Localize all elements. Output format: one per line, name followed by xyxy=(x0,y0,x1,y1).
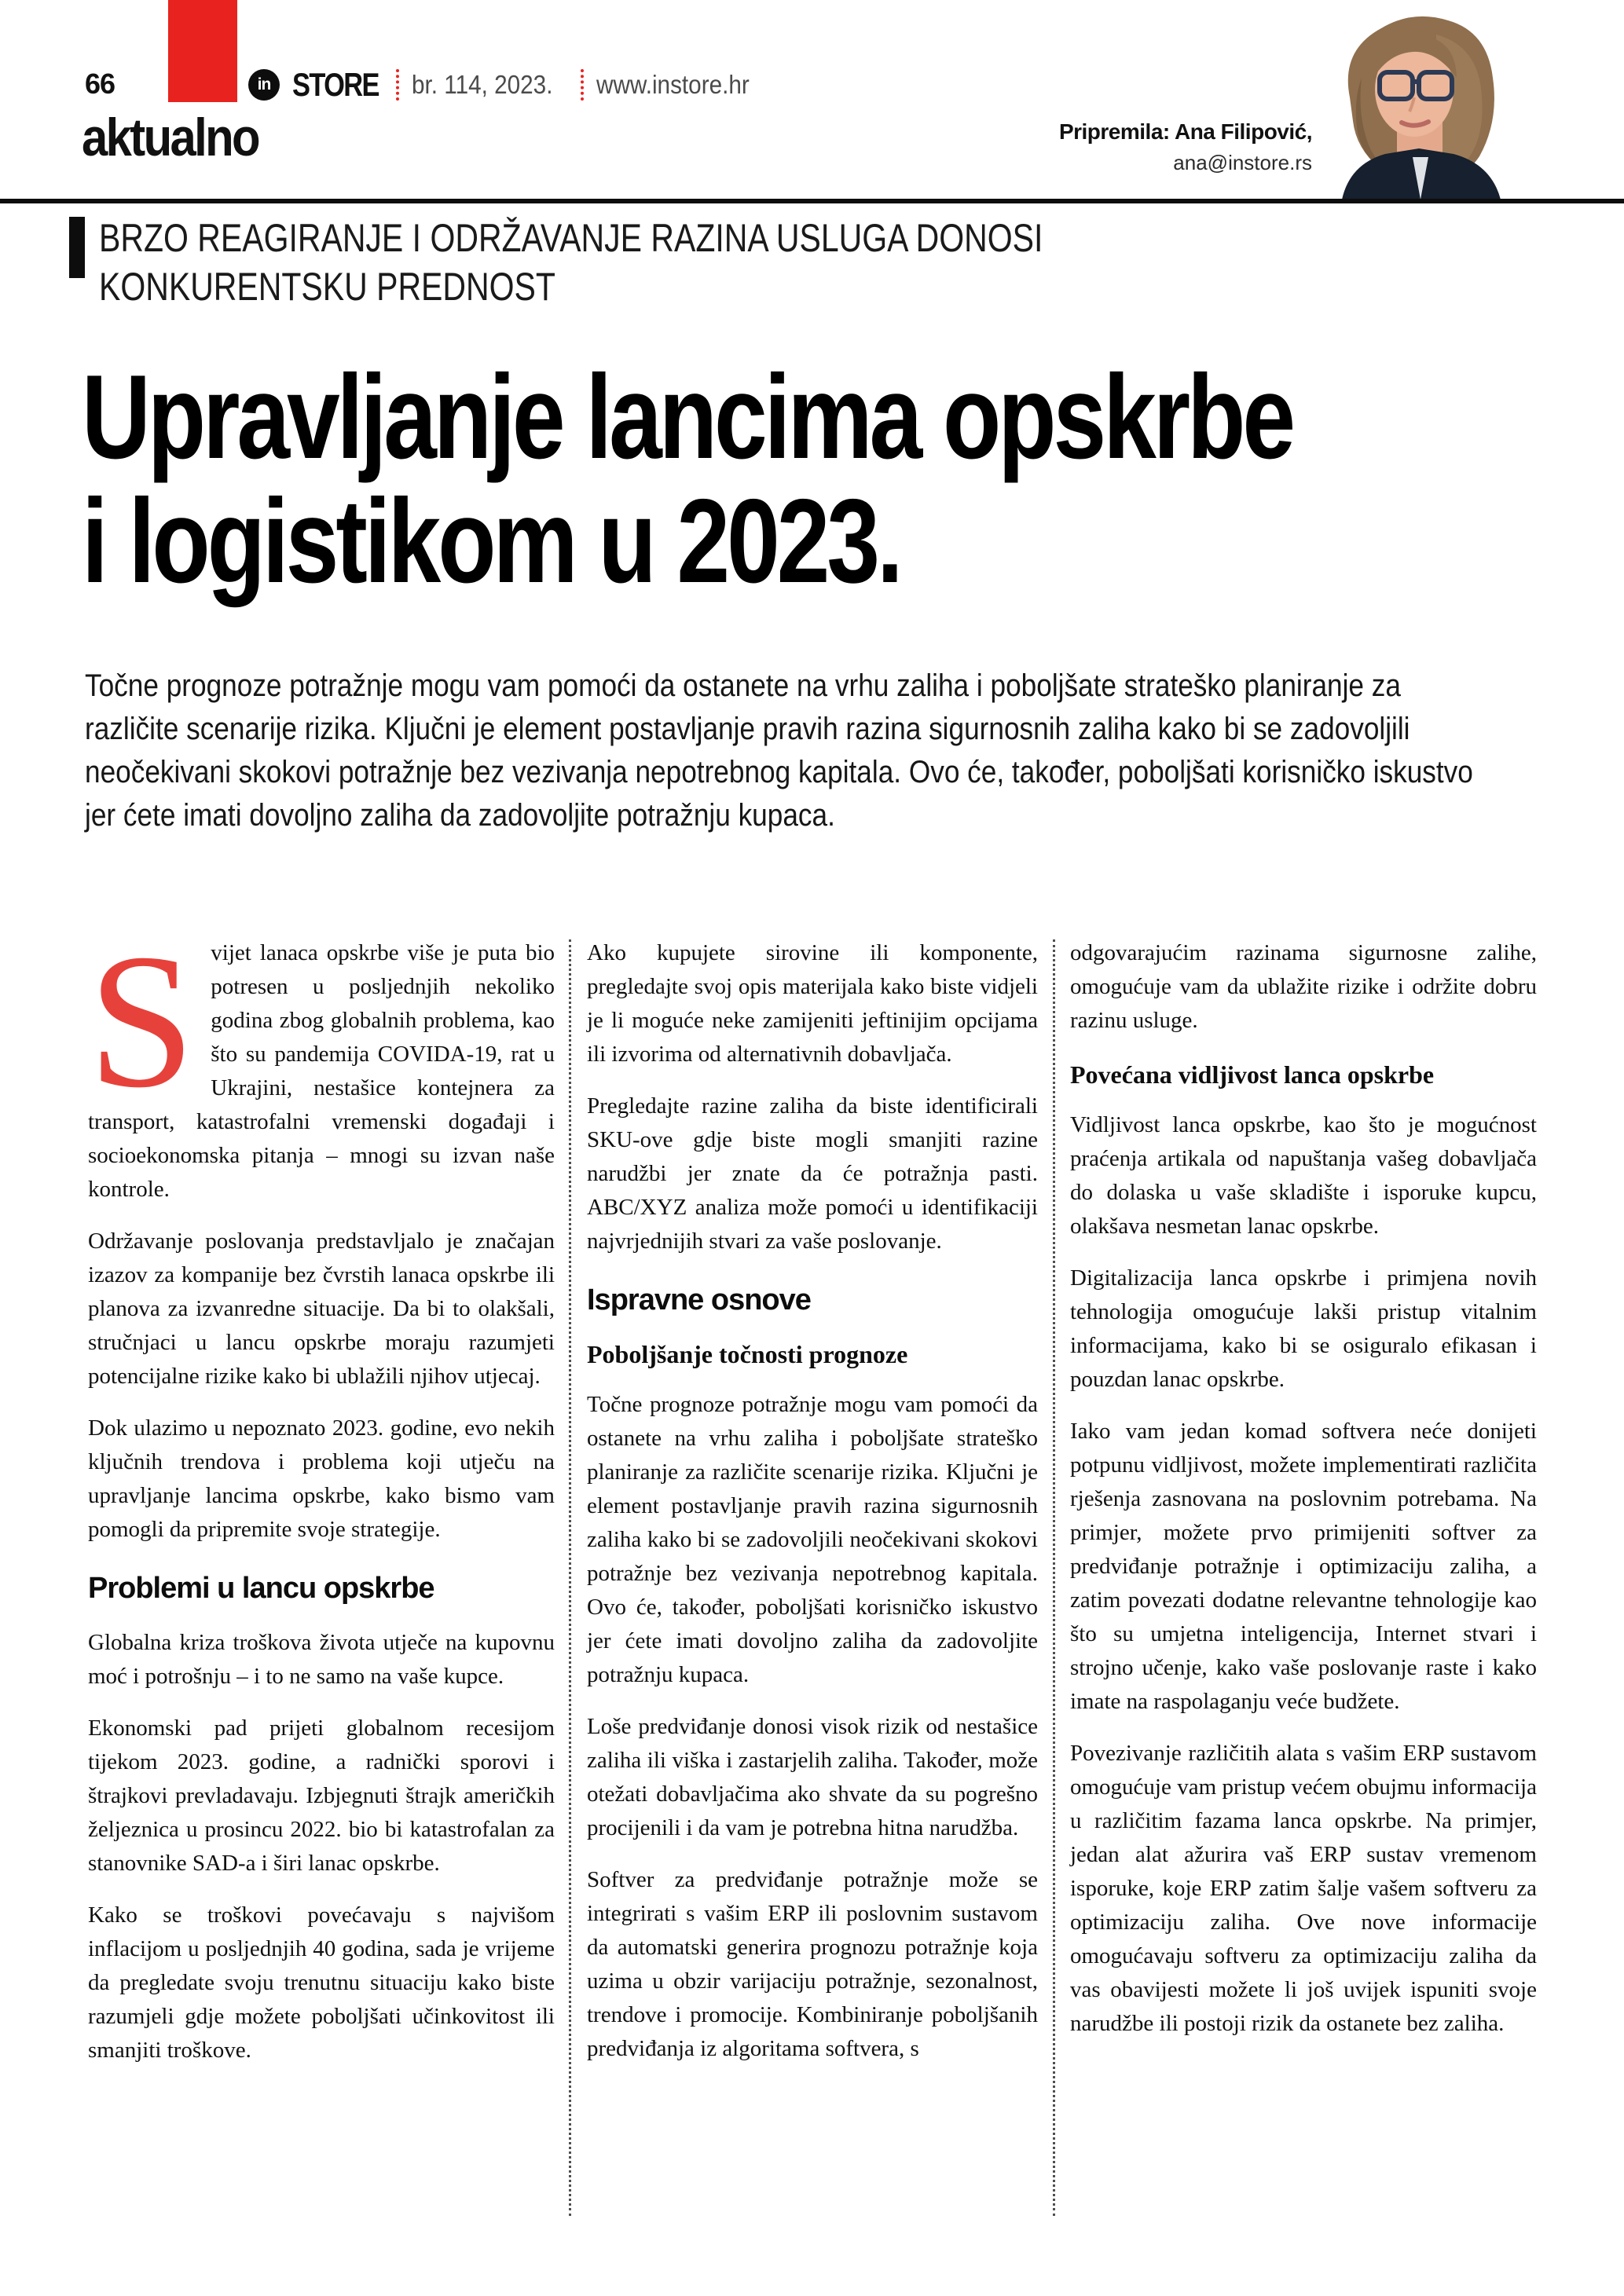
body-column-3 xyxy=(1070,936,1537,2059)
kicker xyxy=(99,214,1194,311)
header-rule xyxy=(0,199,1624,203)
paragraph: odgovarajućim razinama sigurnosne zalihe, omogućuje vam da ublažite rizike i održite dobru razinu usluge. xyxy=(1070,940,1537,1033)
drop-cap: S xyxy=(88,914,196,1127)
issue-number: br. 114, 2023. xyxy=(411,70,553,99)
brand-red-block xyxy=(168,0,237,102)
column-divider-icon xyxy=(1053,939,1055,2216)
author-photo xyxy=(1318,3,1524,200)
masthead xyxy=(248,66,767,104)
paragraph: Softver za predviđanje potražnje može se integrirati s vašim ERP ili poslovnim sustavom da automatski generira prognozu potražnje koja uzima u obzir varijaciju potražnje, sezonalnost, trendove i promocije. Kombiniranje poboljšanih predviđanja iz algoritama softvera, s xyxy=(587,1866,1038,2061)
paragraph: Dok ulazimo u nepoznato 2023. godine, evo nekih ključnih trendova i problema koji utječu na upravljanje lancima opskrbe, kako bismo vam pomogli da pripremite svoje strategije. xyxy=(88,1415,555,1542)
paragraph: Digitalizacija lanca opskrbe i primjena novih tehnologija omogućuje lakši pristup vitalnim informacijama, kako bi se osiguralo efikasan i pouzdan lanac opskrbe. xyxy=(1070,1265,1537,1393)
subhead-povecana-vidljivost-lanca-opskrbe: Povećana vidljivost lanca opskrbe xyxy=(1070,1060,1435,1089)
paragraph-text: vijet lanaca opskrbe više je puta bio potresen u posljednjih nekoliko godina zbog globalnih problema, kao što su pandemija COVIDA-19, rat u Ukrajini, nestašice kontejnera za transport, katastrofalni vremenski događaji i socioekonomska pitanja – mnogi su izvan naše kontrole. xyxy=(88,940,555,1202)
paragraph: Globalna kriza troškova života utječe na kupovnu moć i potrošnju – i to ne samo na vaše kupce. xyxy=(88,1629,555,1689)
column-divider-icon xyxy=(569,939,571,2216)
headline-line-1: Upravljanje lancima opskrbe xyxy=(82,350,1293,484)
paragraph xyxy=(88,914,555,1207)
byline-author: Pripremila: Ana Filipović, xyxy=(1058,119,1312,144)
author-photo-illustration xyxy=(1318,3,1524,200)
header-divider-icon xyxy=(396,69,399,101)
paragraph: Ako kupujete sirovine ili komponente, pregledajte svoj opis materijala kako biste vidjeli je li moguće neke zamijeniti jeftinijim opcijama ili izvorima od alternativnih dobavljača. xyxy=(587,940,1038,1067)
kicker-line-2: KONKURENTSKU PREDNOST xyxy=(99,265,555,309)
paragraph: Održavanje poslovanja predstavljalo je značajan izazov za kompanije bez čvrstih lanaca opskrbe ili planova za izvanredne situacije. Da bi to olakšali, stručnjaci u lancu opskrbe moraju razumjeti potencijalne rizike kako bi ublažili njihov utjecaj. xyxy=(88,1229,555,1389)
instore-logo-icon: in xyxy=(248,69,280,101)
paragraph: Kako se troškovi povećavaju s najvišom inflacijom u posljednjih 40 godina, sada je vrijeme da pregledate svoju trenutnu situaciju kako biste razumjeli gdje možete poboljšati učinkovitost ili smanjiti troškove. xyxy=(88,1902,555,2063)
kicker-line-1: BRZO REAGIRANJE I ODRŽAVANJE RAZINA USLUGA DONOSI xyxy=(99,216,1043,260)
page-number: 66 xyxy=(85,68,115,100)
header-divider-icon xyxy=(581,69,584,101)
section-title: aktualno xyxy=(82,108,258,167)
body-column-2 xyxy=(587,936,1038,2084)
subhead-poboljsanje-tocnosti-prognoze: Poboljšanje točnosti prognoze xyxy=(587,1339,908,1368)
paragraph: Točne prognoze potražnje mogu vam pomoći da ostanete na vrhu zaliha i poboljšate strateško planiranje za različite scenarije rizika. Ključni je element postavljanje pravih razina sigurnosnih zaliha kako bi se zadovoljili neočekivani skokovi potražnje bez vezivanja nepotrebnog kapitala. Ovo će, također, poboljšati korisničko iskustvo jer ćete imati dovoljno zaliha da zadovoljite potražnju kupaca. xyxy=(587,1391,1038,1687)
headline-line-2: i logistikom u 2023. xyxy=(82,474,900,608)
paragraph: Povezivanje različitih alata s vašim ERP sustavom omogućuje vam pristup većem obujmu informacija u različitim fazama lanca opskrbe. Na primjer, jedan alat ažurira vaš ERP sustav vremenom isporuke, koje ERP zatim šalje vašem softveru za optimizaciju zaliha. Ove nove informacije omogućavaju softveru za optimizaciju zaliha da vas obavijesti možete li još uvijek ispuniti svoje narudžbe ili postoji rizik da ostanete bez zaliha. xyxy=(1070,1741,1537,2037)
paragraph: Iako vam jedan komad softvera neće donijeti potpunu vidljivost, možete implementirati različita rješenja zasnovana na poslovnim potrebama. Na primjer, možete prvo primijeniti softver za predviđanje potražnje i optimizaciju zaliha, a zatim povezati dodatne relevantne tehnologije kao što su umjetna inteligencija, Internet stvari i strojno učenje, kako vaše poslovanje raste i kako imate na raspolaganju veće budžete. xyxy=(1070,1419,1537,1715)
paragraph: Pregledajte razine zaliha da biste identificirali SKU-ove gdje biste mogli smanjiti razine narudžbi jer znate da će potražnja pasti. ABC/XYZ analiza može pomoći u identifikaciji najvrjednijih stvari za vaše poslovanje. xyxy=(587,1093,1038,1254)
kicker-bar xyxy=(69,217,85,278)
article-headline xyxy=(82,350,1590,608)
byline-email: ana@instore.rs xyxy=(1173,151,1312,174)
article-lead: Točne prognoze potražnje mogu vam pomoći da ostanete na vrhu zaliha i poboljšate strateško planiranje za različite scenarije rizika. Ključni je element postavljanje pravih razina sigurnosnih zaliha kako bi se zadovoljili neočekivani skokovi potražnje bez vezivanja nepotrebnog kapitala. Ovo će, također, poboljšati korisničko iskustvo jer ćete imati dovoljno zaliha da zadovoljite potražnju kupaca. xyxy=(85,668,1473,833)
body-column-1 xyxy=(88,914,555,2085)
paragraph: Loše predviđanje donosi visok rizik od nestašice zaliha ili viška i zastarjelih zaliha. Također, može otežati dobavljačima ako shvate da su pogrešno procijenili i da vam je potrebna hitna narudžba. xyxy=(587,1713,1038,1840)
subhead-problemi-u-lancu-opskrbe: Problemi u lancu opskrbe xyxy=(88,1572,434,1605)
website-url: www.instore.hr xyxy=(596,70,750,99)
instore-logo-text: STORE xyxy=(292,66,379,103)
paragraph: Vidljivost lanca opskrbe, kao što je mogućnost praćenja artikala od napuštanja vašeg dobavljača do dolaska u vaše skladište i isporuke kupcu, olakšava nesmetan lanac opskrbe. xyxy=(1070,1112,1537,1240)
subhead-ispravne-osnove: Ispravne osnove xyxy=(587,1283,811,1316)
paragraph: Ekonomski pad prijeti globalnom recesijom tijekom 2023. godine, a radnički sporovi i štrajkovi prevladavaju. Izbjegnuti štrajk američkih željeznica u prosincu 2022. bio bi katastrofalan za stanovnike SAD-a i širi lanac opskrbe. xyxy=(88,1715,555,1876)
byline xyxy=(833,119,1312,175)
